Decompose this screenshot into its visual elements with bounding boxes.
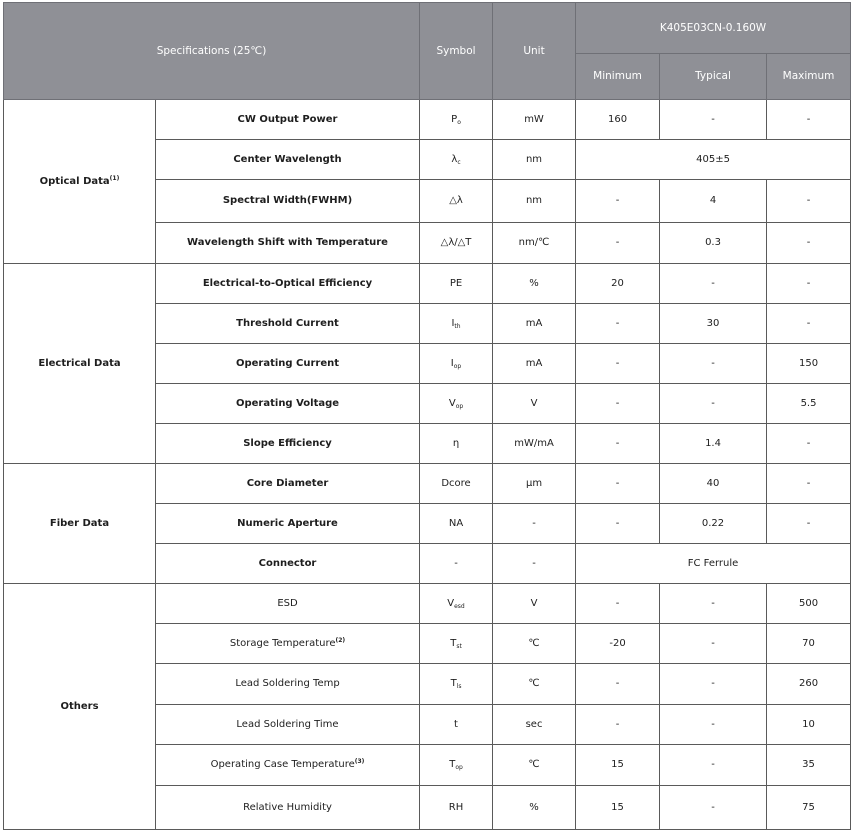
unit-cell: - (493, 504, 576, 544)
unit-cell: nm (493, 180, 576, 223)
specifications-header: Specifications (25℃) (4, 3, 420, 100)
min-cell: - (576, 705, 660, 745)
typ-cell: 30 (660, 304, 767, 344)
table-row (4, 100, 851, 140)
typ-cell: - (660, 384, 767, 424)
param-cell: Lead Soldering Time (156, 705, 420, 745)
unit-cell: ℃ (493, 624, 576, 664)
param-cell: Operating Case Temperature$^{(3)}$ (156, 745, 420, 786)
min-cell: - (576, 223, 660, 264)
max-cell: 150 (767, 344, 851, 384)
param-cell: Threshold Current (156, 304, 420, 344)
param-cell: Operating Voltage (156, 384, 420, 424)
unit-cell: mW/mA (493, 424, 576, 464)
unit-cell: % (493, 264, 576, 304)
symbol-cell: Dcore (420, 464, 493, 504)
min-cell: 15 (576, 745, 660, 786)
symbol-cell: △λ/△T (420, 223, 493, 264)
unit-cell: V (493, 384, 576, 424)
typ-cell: 40 (660, 464, 767, 504)
typ-cell: - (660, 624, 767, 664)
typ-cell: - (660, 664, 767, 705)
unit-cell: mA (493, 344, 576, 384)
symbol-cell: t (420, 705, 493, 745)
unit-cell: nm (493, 140, 576, 180)
param-cell: Storage Temperature$^{(2)}$ (156, 624, 420, 664)
max-cell: 75 (767, 786, 851, 830)
param-cell: Core Diameter (156, 464, 420, 504)
typical-header: Typical (660, 54, 767, 100)
max-cell: - (767, 223, 851, 264)
symbol-cell: $T_{op}$ (420, 745, 493, 786)
min-cell: - (576, 504, 660, 544)
symbol-cell: △λ (420, 180, 493, 223)
min-cell: -20 (576, 624, 660, 664)
symbol-header: Symbol (420, 3, 493, 100)
param-cell: Lead Soldering Temp (156, 664, 420, 705)
merged-value-cell: 405±5 (576, 140, 851, 180)
typ-cell: - (660, 584, 767, 624)
table-row (4, 464, 851, 504)
group-optical-data: Optical Data$^{(1)}$ (4, 100, 156, 264)
max-cell: - (767, 424, 851, 464)
unit-cell: μm (493, 464, 576, 504)
min-cell: 20 (576, 264, 660, 304)
param-cell: Spectral Width(FWHM) (156, 180, 420, 223)
unit-cell: mW (493, 100, 576, 140)
minimum-header: Minimum (576, 54, 660, 100)
typ-cell: - (660, 786, 767, 830)
max-cell: - (767, 264, 851, 304)
symbol-cell: $V_{op}$ (420, 384, 493, 424)
symbol-cell: η (420, 424, 493, 464)
symbol-cell: $I_{op}$ (420, 344, 493, 384)
max-cell: 260 (767, 664, 851, 705)
max-cell: 35 (767, 745, 851, 786)
min-cell: - (576, 344, 660, 384)
param-cell: ESD (156, 584, 420, 624)
typ-cell: - (660, 100, 767, 140)
max-cell: - (767, 180, 851, 223)
model-header: K405E03CN-0.160W (576, 3, 851, 54)
max-cell: 500 (767, 584, 851, 624)
symbol-cell: $P_o$ (420, 100, 493, 140)
maximum-header: Maximum (767, 54, 851, 100)
typ-cell: 0.22 (660, 504, 767, 544)
min-cell: - (576, 664, 660, 705)
max-cell: 70 (767, 624, 851, 664)
typ-cell: - (660, 344, 767, 384)
param-cell: Center Wavelength (156, 140, 420, 180)
symbol-cell: - (420, 544, 493, 584)
unit-cell: V (493, 584, 576, 624)
typ-cell: - (660, 264, 767, 304)
param-cell: Numeric Aperture (156, 504, 420, 544)
max-cell: - (767, 464, 851, 504)
unit-cell: ℃ (493, 745, 576, 786)
max-cell: - (767, 100, 851, 140)
typ-cell: 0.3 (660, 223, 767, 264)
param-cell: Connector (156, 544, 420, 584)
table-row (4, 584, 851, 624)
typ-cell: 4 (660, 180, 767, 223)
unit-header: Unit (493, 3, 576, 100)
group-electrical-data: Electrical Data (4, 264, 156, 464)
min-cell: - (576, 180, 660, 223)
unit-cell: nm/℃ (493, 223, 576, 264)
min-cell: - (576, 464, 660, 504)
min-cell: 15 (576, 786, 660, 830)
symbol-cell: NA (420, 504, 493, 544)
typ-cell: 1.4 (660, 424, 767, 464)
max-cell: 5.5 (767, 384, 851, 424)
min-cell: - (576, 304, 660, 344)
unit-cell: mA (493, 304, 576, 344)
max-cell: - (767, 304, 851, 344)
param-cell: Relative Humidity (156, 786, 420, 830)
param-cell: Wavelength Shift with Temperature (156, 223, 420, 264)
min-cell: - (576, 424, 660, 464)
table-row (4, 264, 851, 304)
symbol-cell: $V_{esd}$ (420, 584, 493, 624)
min-cell: - (576, 384, 660, 424)
group-fiber-data: Fiber Data (4, 464, 156, 584)
param-cell: Electrical-to-Optical Efficiency (156, 264, 420, 304)
specifications-table (3, 2, 851, 830)
param-cell: CW Output Power (156, 100, 420, 140)
group-others: Others (4, 584, 156, 830)
unit-cell: - (493, 544, 576, 584)
unit-cell: sec (493, 705, 576, 745)
param-cell: Slope Efficiency (156, 424, 420, 464)
symbol-cell: PE (420, 264, 493, 304)
symbol-cell: $T_{st}$ (420, 624, 493, 664)
symbol-cell: $\lambda_c$ (420, 140, 493, 180)
min-cell: 160 (576, 100, 660, 140)
min-cell: - (576, 584, 660, 624)
param-cell: Operating Current (156, 344, 420, 384)
symbol-cell: RH (420, 786, 493, 830)
max-cell: - (767, 504, 851, 544)
symbol-cell: $I_{th}$ (420, 304, 493, 344)
symbol-cell: $T_{ls}$ (420, 664, 493, 705)
typ-cell: - (660, 745, 767, 786)
max-cell: 10 (767, 705, 851, 745)
unit-cell: % (493, 786, 576, 830)
typ-cell: - (660, 705, 767, 745)
unit-cell: ℃ (493, 664, 576, 705)
merged-value-cell: FC Ferrule (576, 544, 851, 584)
